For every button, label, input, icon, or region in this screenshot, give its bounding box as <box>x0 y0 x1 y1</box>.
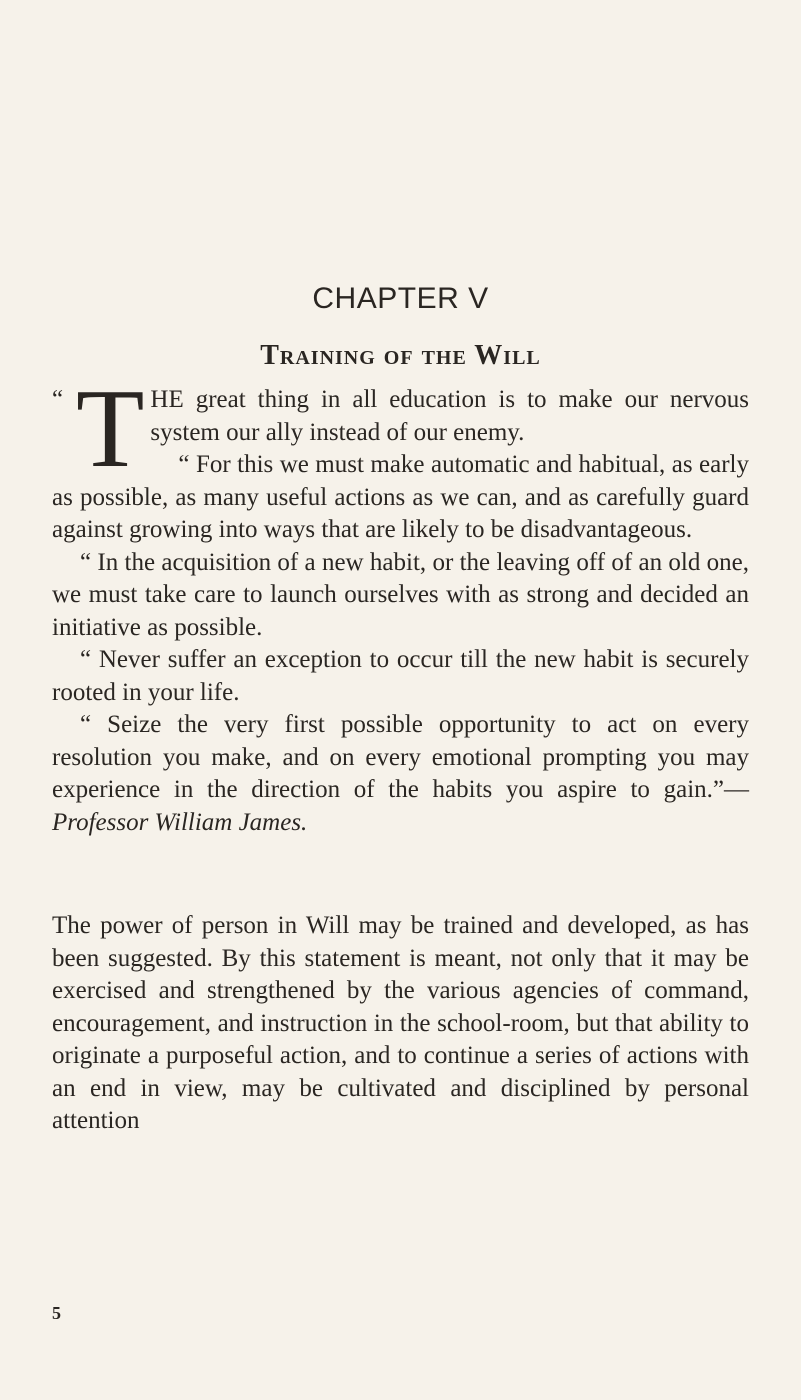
quote-paragraph: “ In the acquisition of a new habit, or the leaving off of an old one, we must take care to launch ourselves with as strong and decided an initiative as possible. <box>52 548 749 641</box>
opening-quote-mark: “ <box>52 386 64 413</box>
quote-paragraph-text: HE great thing in all education is to make our nervous system our ally instead of our enemy. <box>150 386 749 446</box>
quote-paragraph-text: “ Seize the very first possible opportunity to act on every resolution you make, and on every emotional prompting you may experience in the direction of the habits you aspire to gain.”— <box>52 711 749 803</box>
chapter-heading: CHAPTER V <box>312 282 489 315</box>
epigraph-quote <box>52 367 749 839</box>
quote-attribution: Professor William James. <box>52 808 308 836</box>
body-text <box>52 910 749 1138</box>
body-paragraph: The power of person in Will may be trained and developed, as has been suggested. By this statement is meant, not only that it may be exercised and strengthened by the various agencies of command, encouragement, and instruction in the school-room, but that ability to originate a purposeful action, and to continue a series of actions with an end in view, may be cultivated and disciplined by personal attention <box>52 912 749 1134</box>
drop-cap-letter: T <box>76 367 145 491</box>
page-signature-mark: 5 <box>52 1303 61 1323</box>
chapter-subtitle: Training of the Will <box>260 340 541 371</box>
quote-paragraph-last <box>52 709 749 839</box>
quote-paragraph <box>52 367 749 491</box>
quote-paragraph: “ Never suffer an exception to occur till the new habit is securely rooted in your life. <box>52 646 749 706</box>
quote-paragraph: “ For this we must make automatic and habitual, as early as possible, as many useful actions as we can, and as carefully guard against growing into ways that are likely to be disadvantageous. <box>52 451 749 543</box>
